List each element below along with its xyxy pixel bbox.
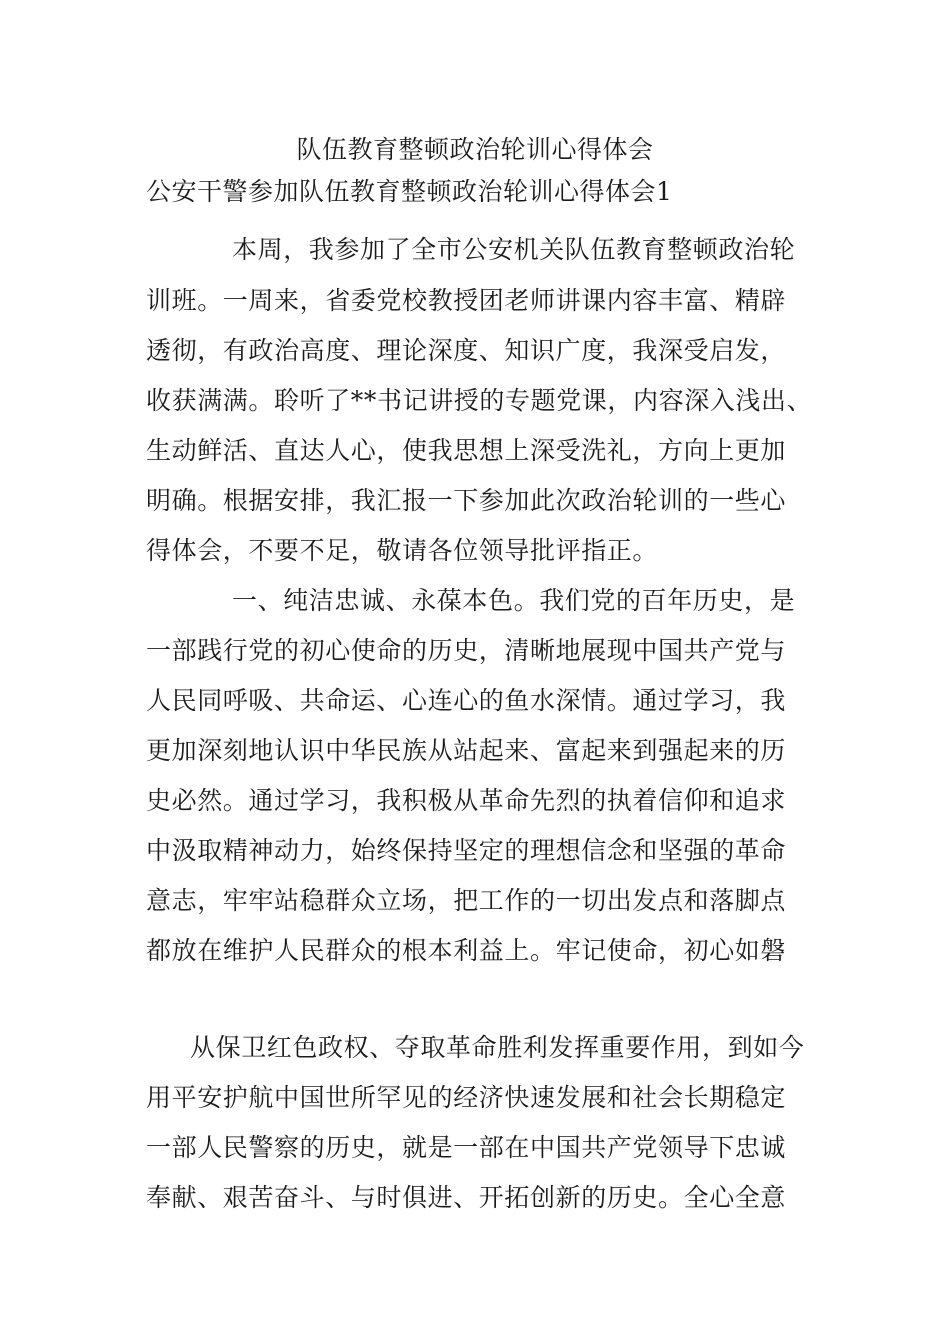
paragraph-line: 训班。一周来，省委党校教授团老师讲课内容丰富、精辟: [146, 286, 787, 315]
paragraph-line: 史必然。通过学习，我积极从革命先烈的执着信仰和追求: [146, 786, 787, 815]
paragraph-line: 用平安护航中国世所罕见的经济快速发展和社会长期稳定: [146, 1083, 787, 1112]
paragraph-line: 明确。根据安排，我汇报一下参加此次政治轮训的一些心: [146, 486, 787, 515]
paragraph-line: 一、纯洁忠诚、永葆本色。我们党的百年历史，是: [232, 586, 796, 615]
paragraph-line: 奉献、艰苦奋斗、与时俱进、开拓创新的历史。全心全意: [146, 1183, 787, 1212]
paragraph-line: 透彻，有政治高度、理论深度、知识广度，我深受启发，: [146, 336, 787, 365]
paragraph-line: 更加深刻地认识中华民族从站起来、富起来到强起来的历: [146, 736, 787, 765]
paragraph-line: 收获满满。聆听了**书记讲授的专题党课，内容深入浅出、: [146, 386, 813, 415]
paragraph-line: 生动鲜活、直达人心，使我思想上深受洗礼，方向上更加: [146, 436, 787, 465]
paragraph-line: 中汲取精神动力，始终保持坚定的理想信念和坚强的革命: [146, 836, 787, 865]
paragraph-line: 本周，我参加了全市公安机关队伍教育整顿政治轮: [232, 235, 796, 264]
paragraph-line: 一部人民警察的历史，就是一部在中国共产党领导下忠诚: [146, 1133, 787, 1162]
document-subtitle: 公安干警参加队伍教育整顿政治轮训心得体会1: [146, 177, 673, 206]
paragraph-line: 从保卫红色政权、夺取革命胜利发挥重要作用，到如今: [190, 1033, 805, 1062]
paragraph-line: 得体会，不要不足，敬请各位领导批评指正。: [146, 536, 659, 565]
paragraph-line: 一部践行党的初心使命的历史，清晰地展现中国共产党与: [146, 636, 787, 665]
paragraph-line: 人民同呼吸、共命运、心连心的鱼水深情。通过学习，我: [146, 686, 787, 715]
paragraph-line: 意志，牢牢站稳群众立场，把工作的一切出发点和落脚点: [146, 886, 787, 915]
document-title: 队伍教育整顿政治轮训心得体会: [296, 135, 654, 164]
paragraph-line: 都放在维护人民群众的根本利益上。牢记使命，初心如磐: [146, 936, 787, 965]
